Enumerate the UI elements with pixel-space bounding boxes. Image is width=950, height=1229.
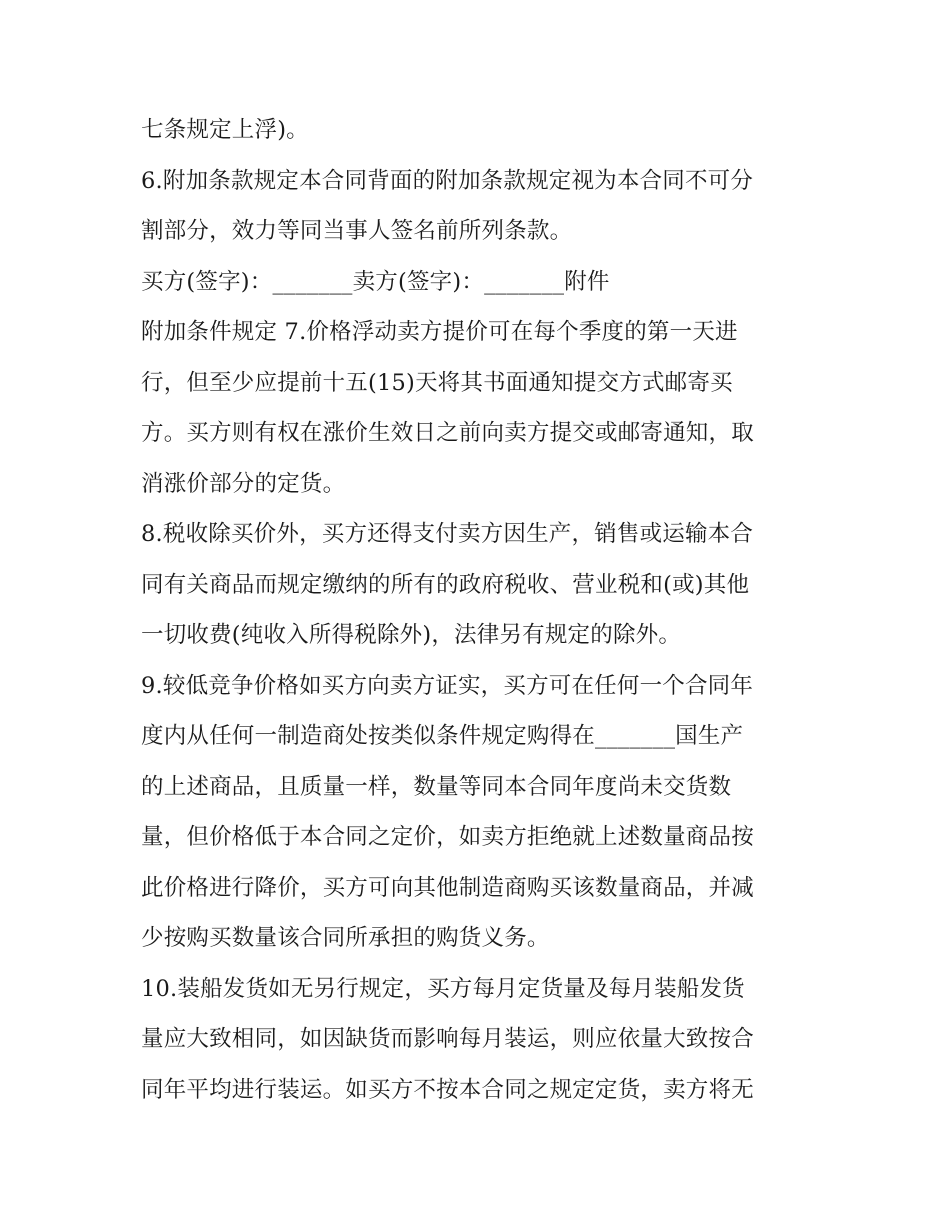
text-line: 方。买方则有权在涨价生效日之前向卖方提交或邮寄通知，取 xyxy=(141,420,754,446)
text-line: 量，但价格低于本合同之定价，如卖方拒绝就上述数量商品按 xyxy=(141,824,754,850)
text-line: 9.较低竞争价格如买方向卖方证实，买方可在任何一个合同年 xyxy=(141,673,754,699)
text-line: 8.税收除买价外，买方还得支付卖方因生产，销售或运输本合 xyxy=(141,521,754,547)
text-line: 少按购买数量该合同所承担的购货义务。 xyxy=(141,925,550,951)
text-line: 割部分，效力等同当事人签名前所列条款。 xyxy=(141,218,573,244)
signature-line: 买方(签字)：_______卖方(签字)：_______附件 xyxy=(141,269,610,295)
text-line: 的上述商品，且质量一样，数量等同本合同年度尚未交货数 xyxy=(141,774,732,800)
text-line: 量应大致相同，如因缺货而影响每月装运，则应依量大致按合 xyxy=(141,1026,754,1052)
text-line: 此价格进行降价，买方可向其他制造商购买该数量商品，并减 xyxy=(141,875,754,901)
text-line: 同年平均进行装运。如买方不按本合同之规定定货，卖方将无 xyxy=(141,1077,754,1103)
text-line: 同有关商品而规定缴纳的所有的政府税收、营业税和(或)其他 xyxy=(141,572,750,598)
text-line: 10.装船发货如无另行规定，买方每月定货量及每月装船发货 xyxy=(141,976,745,1002)
text-line: 一切收费(纯收入所得税除外)，法律另有规定的除外。 xyxy=(141,622,682,648)
text-line: 行，但至少应提前十五(15)天将其书面通知提交方式邮寄买 xyxy=(141,370,733,396)
text-line: 度内从任何一制造商处按类似条件规定购得在_______国生产 xyxy=(141,723,744,749)
text-line: 消涨价部分的定货。 xyxy=(141,471,346,497)
text-line: 附加条件规定 7.价格浮动卖方提价可在每个季度的第一天进 xyxy=(141,319,738,345)
text-line: 6.附加条款规定本合同背面的附加条款规定视为本合同不可分 xyxy=(141,168,754,194)
text-line: 七条规定上浮)。 xyxy=(141,117,309,143)
